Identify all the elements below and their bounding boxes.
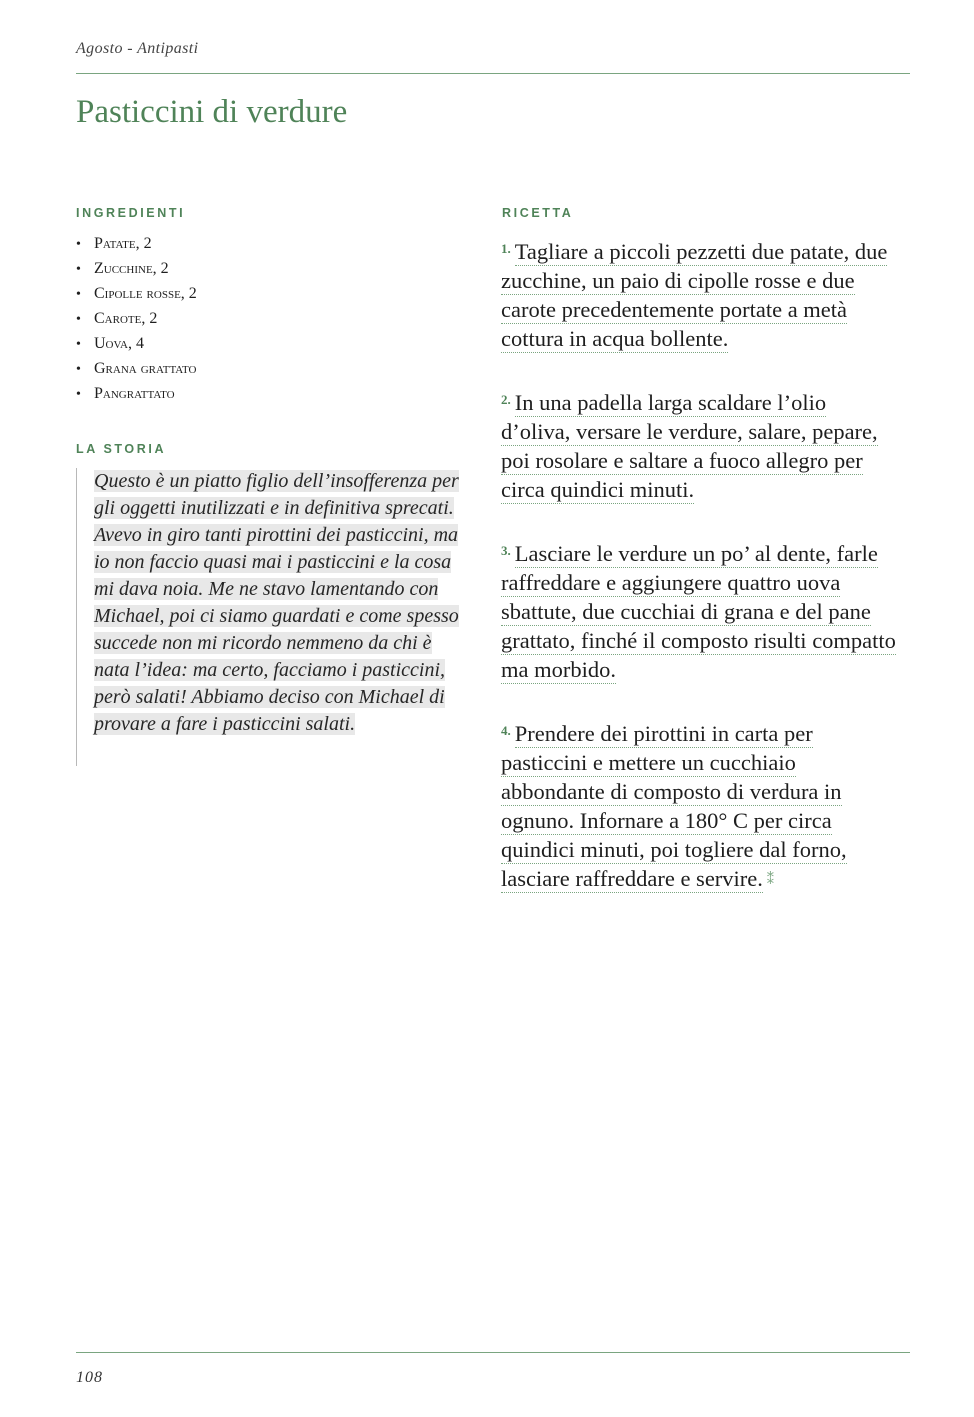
story-quote <box>76 468 484 766</box>
ingredient-item: • Carote, 2 <box>76 306 456 331</box>
step-text: In una padella larga scaldare l’olio d’oliva, versare le verdure, salare, pepare, poi rosolare e saltare a fuoco allegro per circa quindici minuti. <box>501 390 878 502</box>
step-number: 2. <box>501 392 511 407</box>
end-mark-icon: ⁑ <box>766 873 774 888</box>
story-heading: LA STORIA <box>76 442 167 456</box>
bullet-icon: • <box>76 237 81 252</box>
step-text: Tagliare a piccoli pezzetti due patate, due zucchine, un paio di cipolle rosse e due carote precedentemente portate a metà cottura in acqua bollente. <box>501 239 888 351</box>
ingredient-item: • Pangrattato <box>76 381 456 406</box>
recipe-step <box>501 234 901 353</box>
header-rule <box>76 73 910 74</box>
ingredient-item: • Grana grattato <box>76 356 456 381</box>
story-paragraph <box>94 468 459 738</box>
recipe-steps <box>501 234 901 895</box>
recipe-step <box>501 536 901 684</box>
bullet-icon: • <box>76 337 81 352</box>
bullet-icon: • <box>76 362 81 377</box>
ingredient-item: • Zucchine, 2 <box>76 256 456 281</box>
bullet-icon: • <box>76 312 81 327</box>
ingredient-item: • Uova, 4 <box>76 331 456 356</box>
step-number: 3. <box>501 543 511 558</box>
step-text: Lasciare le verdure un po’ al dente, farle raffreddare e aggiungere quattro uova sbattute, due cucchiai di grana e del pane grattato, finché il composto risulti compatto ma morbido. <box>501 541 896 682</box>
recipe-step <box>501 385 901 504</box>
recipe-step <box>501 716 901 895</box>
ingredients-heading: INGREDIENTI <box>76 206 186 220</box>
running-head: Agosto - Antipasti <box>76 40 199 57</box>
bullet-icon: • <box>76 287 81 302</box>
page-title: Pasticcini di verdure <box>76 94 348 130</box>
recipe-heading: RICETTA <box>502 206 574 220</box>
footer-rule <box>76 1352 910 1353</box>
bullet-icon: • <box>76 387 81 402</box>
page-number: 108 <box>76 1369 103 1386</box>
ingredients-list <box>76 231 456 406</box>
story-text: Questo è un piatto figlio dell’insofferenza per gli oggetti inutilizzati e in definitiva sprecati. Avevo in giro tanti pirottini dei pasticcini, ma io non faccio quasi mai i pasticcini e la cosa mi dava noia. Me ne stavo lamentando con Michael, poi ci siamo guardati e come spesso succede non mi ricordo nemmeno da chi è nata l’idea: ma certo, facciamo i pasticcini, però salati! Abbiamo deciso con Michael di provare a fare i pasticcini salati. <box>94 470 459 735</box>
bullet-icon: • <box>76 262 81 277</box>
step-number: 4. <box>501 723 511 738</box>
step-number: 1. <box>501 241 511 256</box>
ingredient-item: • Patate, 2 <box>76 231 456 256</box>
step-text: Prendere dei pirottini in carta per pasticcini e mettere un cucchiaio abbondante di composto di verdura in ognuno. Infornare a 180° C per circa quindici minuti, poi togliere dal forno, lasciare raffreddare e servire. <box>501 721 847 891</box>
ingredient-item: • Cipolle rosse, 2 <box>76 281 456 306</box>
